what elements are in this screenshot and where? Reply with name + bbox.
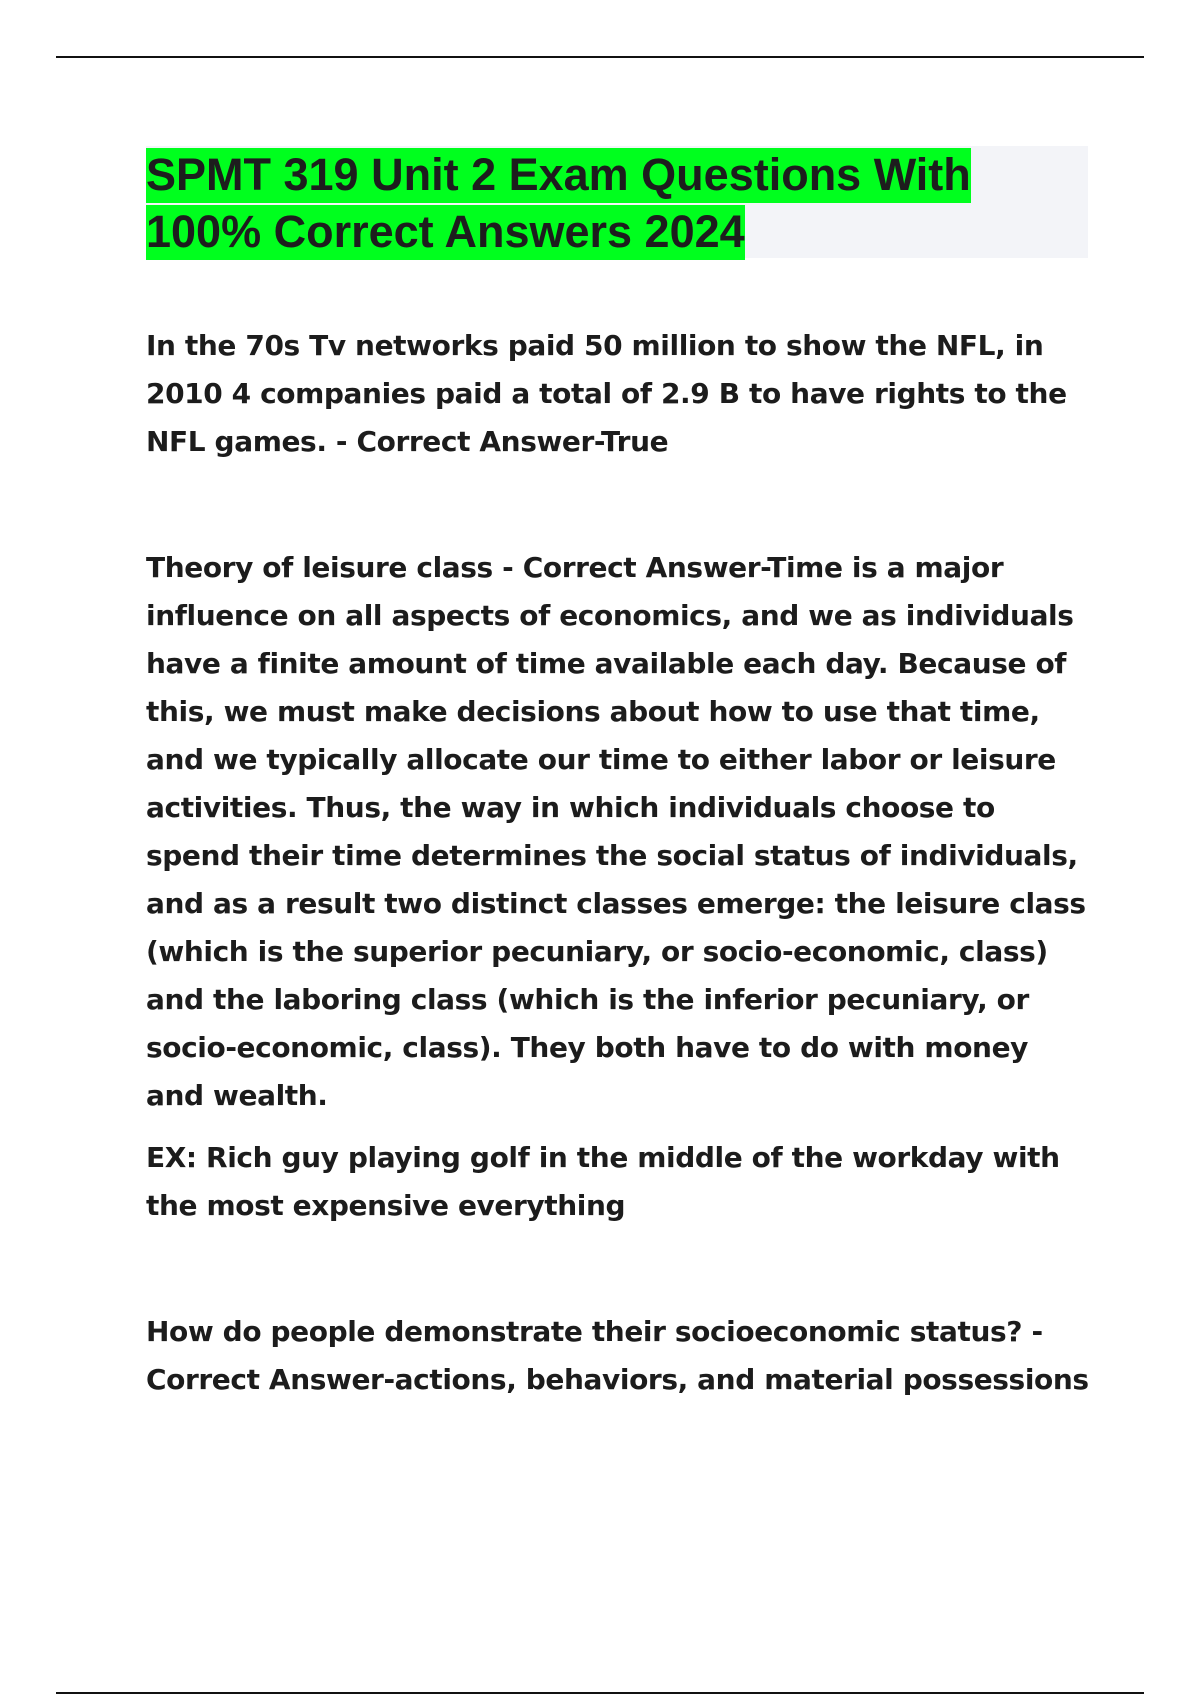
- document-body: [146, 322, 1092, 1404]
- title-block: [146, 146, 1088, 258]
- question-answer-2-example: EX: Rich guy playing golf in the middle of the workday with the most expensive everything: [146, 1141, 1060, 1222]
- bottom-rule: [56, 1692, 1144, 1694]
- question-answer-3: How do people demonstrate their socioeconomic status? - Correct Answer-actions, behaviors, and material possessions: [146, 1315, 1089, 1396]
- question-answer-2: Theory of leisure class - Correct Answer-Time is a major influence on all aspects of economics, and we as individuals have a finite amount of time available each day. Because of this, we must make decisions about how to use that time, and we typically allocate our time to either labor or leisure activities. Thus, the way in which individuals choose to spend their time determines the social status of individuals, and as a result two distinct classes emerge: the leisure class (which is the superior pecuniary, or socio-economic, class) and the laboring class (which is the inferior pecuniary, or socio-economic, class). They both have to do with money and wealth.: [146, 551, 1086, 1112]
- top-rule: [56, 56, 1144, 58]
- page-title: [146, 146, 1088, 260]
- title-highlight: SPMT 319 Unit 2 Exam Questions With 100% Correct Answers 2024: [146, 148, 971, 260]
- question-answer-1: In the 70s Tv networks paid 50 million to show the NFL, in 2010 4 companies paid a total of 2.9 B to have rights to the NFL games. - Correct Answer-True: [146, 329, 1067, 458]
